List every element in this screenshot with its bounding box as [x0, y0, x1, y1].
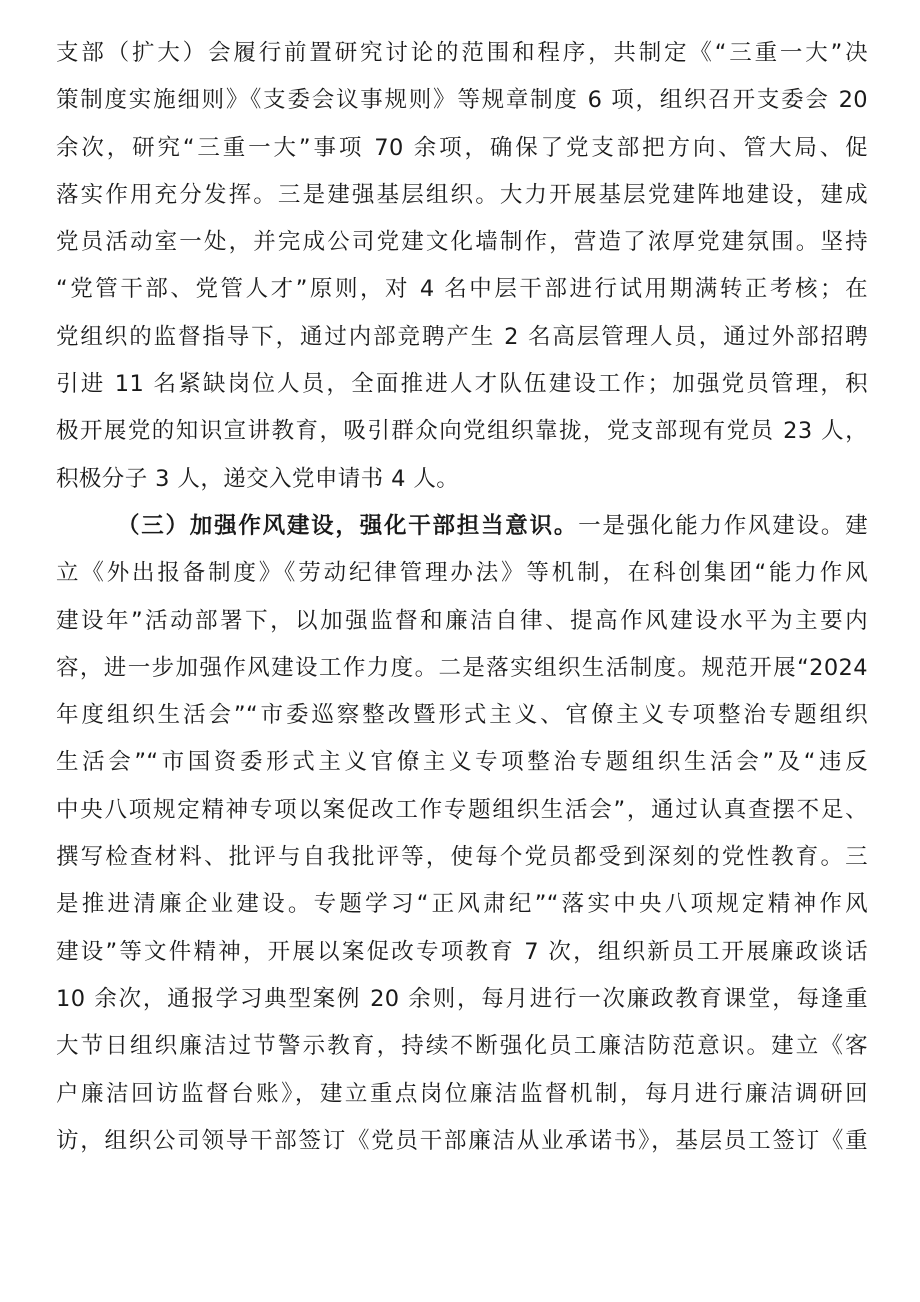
- text-line: 余次，研究“三重一大”事项 70 余项，确保了党支部把方向、管大局、促: [56, 134, 868, 161]
- section-first-line: [56, 503, 868, 550]
- text-line: 访，组织公司领导干部签订《党员干部廉洁从业承诺书》，基层员工签订《重: [56, 1127, 868, 1154]
- text-line: 中央八项规定精神专项以案促改工作专题组织生活会”，通过认真查摆不足、: [56, 796, 868, 823]
- text-line: 极开展党的知识宣讲教育，吸引群众向党组织靠拢，党支部现有党员 23 人，: [56, 418, 868, 445]
- text-line: 支部（扩大）会履行前置研究讨论的范围和程序，共制定《“三重一大”决: [56, 40, 868, 66]
- text-line: 是推进清廉企业建设。专题学习“正风肃纪”“落实中央八项规定精神作风: [56, 891, 868, 918]
- section-first-line-text: 一是强化能力作风建设。建: [578, 512, 868, 539]
- paragraph-party-organization: [56, 30, 868, 503]
- document-page: [56, 30, 868, 1165]
- text-line: 策制度实施细则》《支委会议事规则》等规章制度 6 项，组织召开支委会 20: [56, 87, 868, 114]
- text-line: 户廉洁回访监督台账》，建立重点岗位廉洁监督机制，每月进行廉洁调研回: [56, 1080, 868, 1107]
- text-line: 撰写检查材料、批评与自我批评等，使每个党员都受到深刻的党性教育。三: [56, 844, 868, 871]
- text-line: 党组织的监督指导下，通过内部竞聘产生 2 名高层管理人员，通过外部招聘: [56, 323, 868, 350]
- section-heading: （三）加强作风建设，强化干部担当意识。: [117, 512, 579, 539]
- text-line: 10 余次，通报学习典型案例 20 余则，每月进行一次廉政教育课堂，每逢重: [56, 985, 868, 1012]
- text-line: 建设”等文件精神，开展以案促改专项教育 7 次，组织新员工开展廉政谈话: [56, 938, 868, 965]
- text-line: 大节日组织廉洁过节警示教育，持续不断强化员工廉洁防范意识。建立《客: [56, 1033, 868, 1060]
- text-line: “党管干部、党管人才”原则，对 4 名中层干部进行试用期满转正考核；在: [56, 276, 868, 303]
- text-line: 生活会”“市国资委形式主义官僚主义专项整治专题组织生活会”及“违反: [56, 749, 868, 776]
- text-line: 年度组织生活会”“市委巡察整改暨形式主义、官僚主义专项整治专题组织: [56, 702, 868, 729]
- text-line: 立《外出报备制度》《劳动纪律管理办法》等机制，在科创集团“能力作风: [56, 560, 868, 587]
- text-line: 建设年”活动部署下，以加强监督和廉洁自律、提高作风建设水平为主要内: [56, 607, 868, 634]
- text-line: 容，进一步加强作风建设工作力度。二是落实组织生活制度。规范开展“2024: [56, 654, 868, 681]
- text-line: 积极分子 3 人，递交入党申请书 4 人。: [56, 465, 460, 492]
- text-line: 党员活动室一处，并完成公司党建文化墙制作，营造了浓厚党建氛围。坚持: [56, 229, 868, 256]
- text-line: 落实作用充分发挥。三是建强基层组织。大力开展基层党建阵地建设，建成: [56, 181, 868, 208]
- text-line: 引进 11 名紧缺岗位人员，全面推进人才队伍建设工作；加强党员管理，积: [56, 371, 868, 398]
- paragraph-work-style: [56, 503, 868, 1165]
